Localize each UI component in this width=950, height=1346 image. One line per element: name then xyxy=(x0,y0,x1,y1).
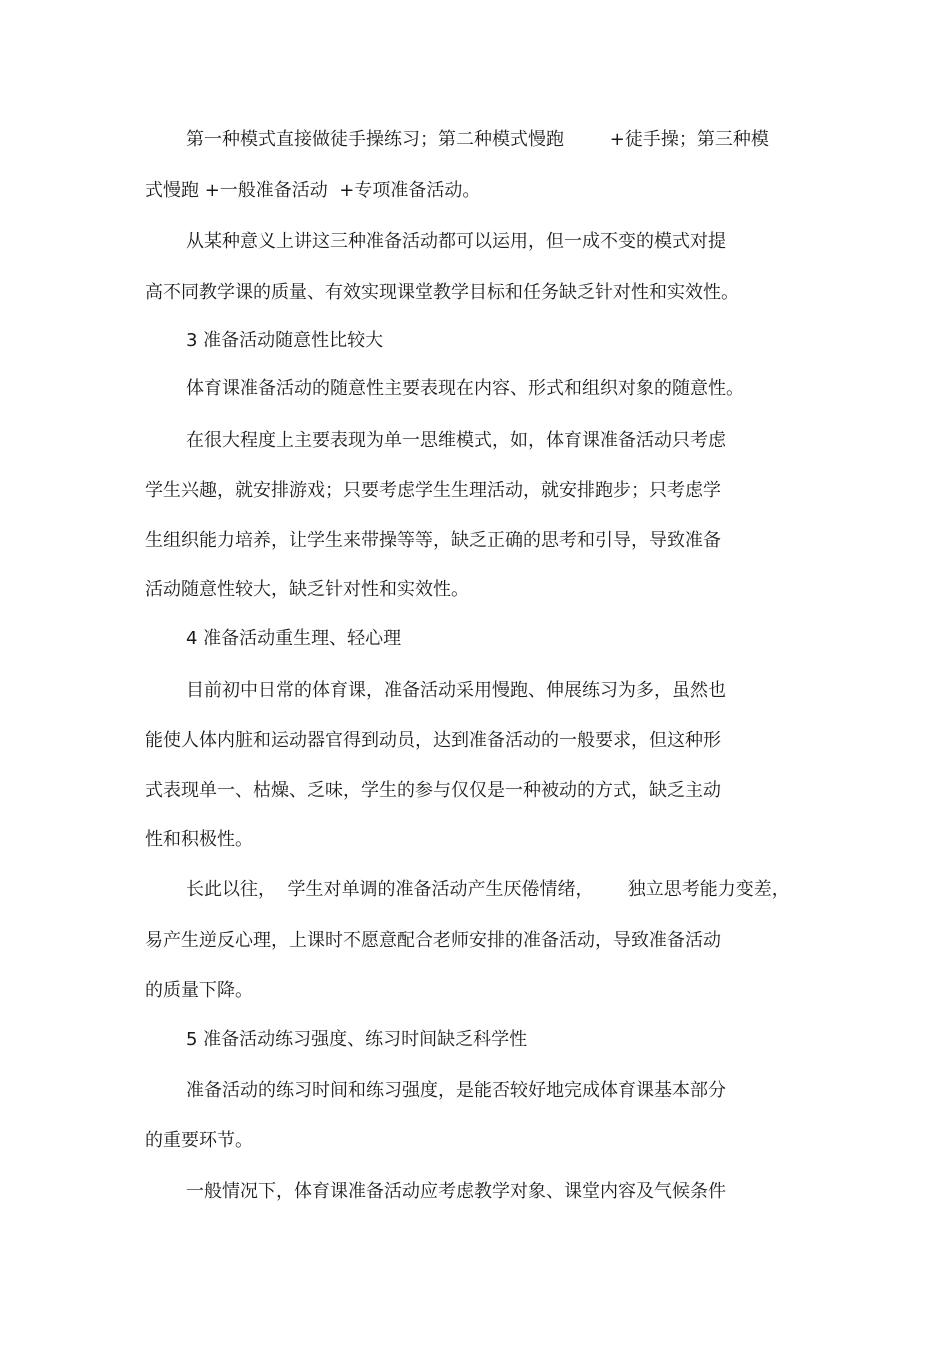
paragraph-line: 的重要环节。 xyxy=(145,1130,253,1151)
paragraph-line: 的质量下降。 xyxy=(145,980,253,1001)
paragraph-line: 能使人体内脏和运动器官得到动员，达到准备活动的一般要求，但这种形 xyxy=(145,730,721,751)
section-heading: 3 准备活动随意性比较大 xyxy=(186,330,384,351)
paragraph-line: 式表现单一、枯燥、乏味，学生的参与仅仅是一种被动的方式，缺乏主动 xyxy=(145,780,721,801)
paragraph-line: 从某种意义上讲这三种准备活动都可以运用，但一成不变的模式对提 xyxy=(186,231,726,252)
paragraph-line: 活动随意性较大，缺乏针对性和实效性。 xyxy=(145,579,469,600)
paragraph-line: 长此以往， 学生对单调的准备活动产生厌倦情绪， 独立思考能力变差， xyxy=(186,879,790,900)
paragraph-line: 目前初中日常的体育课，准备活动采用慢跑、伸展练习为多，虽然也 xyxy=(186,680,726,701)
section-heading: 4 准备活动重生理、轻心理 xyxy=(186,628,402,649)
section-heading: 5 准备活动练习强度、练习时间缺乏科学性 xyxy=(186,1029,528,1050)
paragraph-line: 体育课准备活动的随意性主要表现在内容、形式和组织对象的随意性。 xyxy=(186,378,744,399)
paragraph-line: 高不同教学课的质量、有效实现课堂教学目标和任务缺乏针对性和实效性。 xyxy=(145,282,739,303)
paragraph-line: 第一种模式直接做徒手操练习；第二种模式慢跑 +徒手操；第三种模 xyxy=(186,129,769,150)
paragraph-line: 式慢跑 +一般准备活动 +专项准备活动。 xyxy=(145,180,481,201)
paragraph-line: 准备活动的练习时间和练习强度，是能否较好地完成体育课基本部分 xyxy=(186,1080,726,1101)
paragraph-line: 在很大程度上主要表现为单一思维模式，如，体育课准备活动只考虑 xyxy=(186,430,726,451)
paragraph-line: 性和积极性。 xyxy=(145,829,253,850)
paragraph-line: 一般情况下，体育课准备活动应考虑教学对象、课堂内容及气候条件 xyxy=(186,1181,726,1202)
paragraph-line: 易产生逆反心理，上课时不愿意配合老师安排的准备活动，导致准备活动 xyxy=(145,930,721,951)
paragraph-line: 学生兴趣，就安排游戏；只要考虑学生生理活动，就安排跑步；只考虑学 xyxy=(145,480,721,501)
paragraph-line: 生组织能力培养，让学生来带操等等，缺乏正确的思考和引导，导致准备 xyxy=(145,530,721,551)
